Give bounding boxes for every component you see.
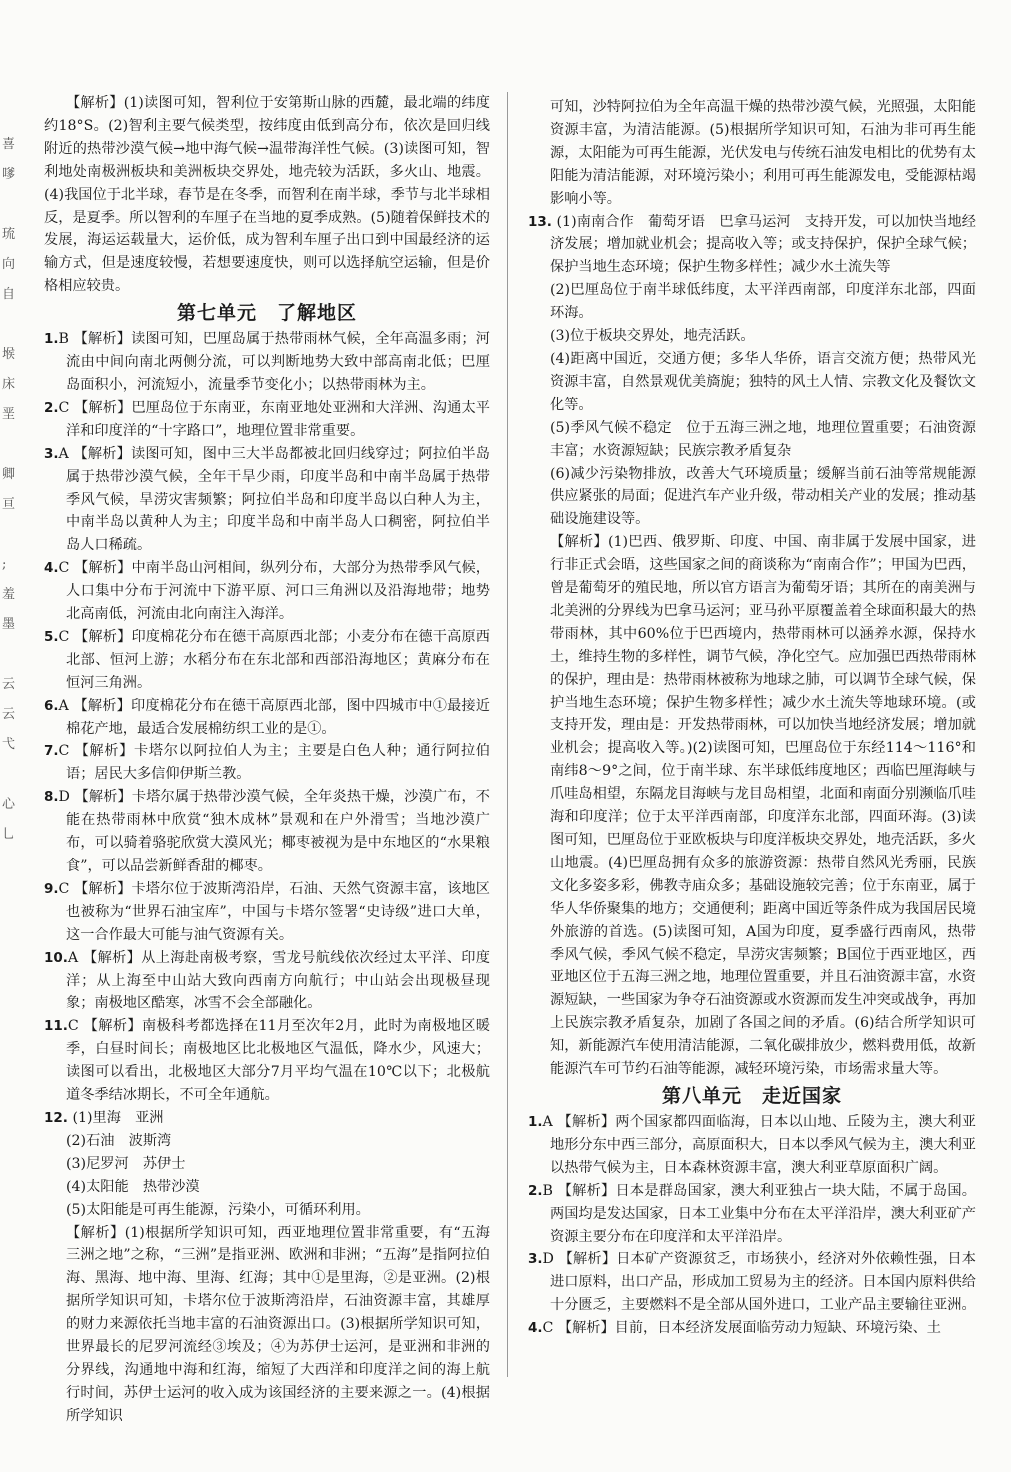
right-column [528, 96, 976, 1340]
left-column [44, 92, 490, 1428]
answer-number: 10. [44, 949, 68, 966]
binding-edge-text [2, 130, 26, 850]
answer-text: D 【解析】日本矿产资源贫乏，市场狭小，经济对外依赖性强，日本进口原料，出口产品，形成加工贸易为主的经济。日本国内原料供给十分匮乏，主要燃料不是全部从国外进口，工业产品主要输往亚洲。 [542, 1251, 976, 1314]
answer-item-13: 13. (1)南南合作 葡萄牙语 巴拿马运河 支持开发，可以加快当地经济发展；增加就业机会；提高收入等；或支持保护，保护全球气候；保护当地生态环境；保护生物多样性；减少水土流失等 [528, 213, 976, 276]
answer-text: A 【解析】读图可知，图中三大半岛都被北回归线穿过；阿拉伯半岛属于热带沙漠气候，全年干旱少雨，印度半岛和中南半岛属于热带季风气候，旱涝灾害频繁；阿拉伯半岛和印度半岛以白种人为主，中南半岛以黄种人为主；印度半岛和中南半岛人口稠密，阿拉伯半岛人口稀疏。 [58, 445, 490, 554]
answer-analysis: 【解析】(1)巴西、俄罗斯、印度、中国、南非属于发展中国家，进行非正式会晤，这些国家之间的商谈称为“南南合作”；甲国为巴西，曾是葡萄牙的殖民地，所以官方语言为葡萄牙语；其所在的南美洲与北美洲的分界线为巴拿马运河；亚马孙平原覆盖着全球面积最大的热带雨林，其中60%位于巴西境内，热带雨林可以涵养水源，保持水土，维持生物的多样性，调节气候，净化空气。应加强巴西热带雨林的保护，理由是：热带雨林被称为地球之肺，可以调节全球气候，保护当地生态环境；保护生物多样性；减少水土流失等地球环境。(或支持开发，理由是：开发热带雨林，可以加快当地经济发展；增加就业机会；提高收入等。)(2)读图可知，巴厘岛位于东经114～116°和南纬8～9°之间，位于南半球、东半球低纬度地区；西临巴厘海峡与爪哇岛相望，东隔龙目海峡与龙目岛相望，北面和南面分别濒临爪哇海和印度洋；位于太平洋西南部，印度洋东北部，四面环海。(3)读图可知，巴厘岛位于亚欧板块与印度洋板块交界处，地壳活跃，多火山地震。(4)巴厘岛拥有众多的旅游资源：热带自然风光秀丽，民族文化多姿多彩，佛教寺庙众多；基础设施较完善；位于东南亚，属于华人华侨聚集的地方；交通便利；距离中国近等条件成为我国居民境外旅游的首选。(5)读图可知，A国为印度，夏季盛行西南风，热带季风气候，季风气候不稳定，旱涝灾害频繁；B国位于西亚地区，西亚地区位于五海三洲之地，地理位置重要，并且石油资源丰富，水资源短缺，一些国家为争夺石油资源或水资源而发生冲突或战争，再加上民族宗教矛盾复杂，加剧了各国之间的矛盾。(6)结合所学知识可知，新能源汽车使用清洁能源，二氧化碳排放少，燃料费用低，故新能源汽车可节约石油等能源，减轻环境污染，市场需求量大等。 [550, 534, 976, 1078]
answer-number: 3. [44, 445, 59, 462]
answer-item [44, 328, 490, 397]
answer-number: 2. [528, 1182, 543, 1199]
answer-item [44, 626, 490, 695]
answer-text: C 【解析】目前，日本经济发展面临劳动力短缺、环境污染、土 [542, 1320, 941, 1337]
answer-line: (5)季风气候不稳定 位于五海三洲之地，地理位置重要；石油资源丰富；水资源短缺；民族宗教矛盾复杂 [550, 419, 976, 459]
answer-line: (6)减少污染物排放，改善大气环境质量；缓解当前石油等常规能源供应紧张的局面；促进汽车产业升级，带动相关产业的发展；推动基础设施建设等。 [550, 465, 976, 528]
edge-char: 墨 [2, 617, 16, 632]
answer-text: D 【解析】卡塔尔属于热带沙漠气候，全年炎热干燥，沙漠广布，不能在热带雨林中欣赏“独木成林”景观和在户外滑雪；当地沙漠广布，可以骑着骆驼欣赏大漠风光；椰枣被视为是中东地区的“水果粮食”，可以品尝新鲜香甜的椰枣。 [58, 789, 490, 874]
answer-number: 12. [44, 1109, 68, 1126]
answer-item [528, 1111, 976, 1180]
edge-char: 心 [2, 797, 16, 812]
answer-item [44, 947, 490, 1016]
answer-line: (2)巴厘岛位于南半球低纬度，太平洋西南部，印度洋东北部，四面环海。 [550, 282, 976, 322]
answer-number: 2. [44, 399, 59, 416]
answer-number: 9. [44, 880, 59, 897]
answer-item [528, 1248, 976, 1317]
answer-number: 4. [44, 560, 59, 577]
answer-text: B 【解析】日本是群岛国家，澳大利亚独占一块大陆，不属于岛国。两国均是发达国家，日本工业集中分布在太平洋沿岸，澳大利亚矿产资源主要分布在印度洋和太平洋沿岸。 [542, 1182, 976, 1245]
answer-text: C 【解析】印度棉花分布在德干高原西北部；小麦分布在德干高原西北部、恒河上游；水稻分布在东北部和西部沿海地区；黄麻分布在恒河三角洲。 [58, 628, 490, 691]
answer-line: (5)太阳能是可再生能源，污染小，可循环利用。 [66, 1201, 370, 1218]
answer-analysis-intro: 【解析】(1)读图可知，智利位于安第斯山脉的西麓，最北端的纬度约18°S。(2)智利主要气候类型，按纬度由低到高分布，依次是回归线附近的热带沙漠气候→地中海气候→温带海洋性气候。(3)读图可知，智利地处南极洲板块和美洲板块交界处，地壳较为活跃，多火山、地震。(4)我国位于北半球，春节是在冬季，而智利在南半球，季节与北半球相反，是夏季。所以智利的车厘子在当地的夏季成熟。(5)随着保鲜技术的发展，海运运载量大，运价低，成为智利车厘子出口到中国最经济的运输方式，但是速度较慢，若想要速度快，则可以选择航空运输，但是价格相应较贵。 [44, 95, 490, 295]
answer-item [528, 1180, 976, 1249]
edge-char [2, 760, 26, 790]
edge-char: 向 [2, 257, 16, 272]
answer-analysis-continued: 可知，沙特阿拉伯为全年高温干燥的热带沙漠气候，光照强，太阳能资源丰富，为清洁能源。(5)根据所学知识可知，石油为非可再生能源，太阳能为可再生能源，光伏发电与传统石油发电相比的优势有太阳能为清洁能源，对环境污染小；利用可再生能源发电，受能源枯竭影响小等。 [550, 99, 976, 207]
answer-item [44, 397, 490, 443]
answer-text: C 【解析】巴厘岛位于东南亚，东南亚地处亚洲和大洋洲、沟通太平洋和印度洋的“十字路口”，地理位置非常重要。 [58, 399, 490, 439]
edge-char: 床 [2, 377, 16, 392]
answer-number: 6. [44, 697, 59, 714]
edge-char: 堠 [2, 347, 16, 362]
answer-item [44, 695, 490, 741]
edge-char: 云 [2, 677, 16, 692]
answer-text: B 【解析】读图可知，巴厘岛属于热带雨林气候，全年高温多雨；河流由中间向南北两侧分流，可以判断地势大致中部高南北低；巴厘岛面积小，河流短小，流量季节变化小；以热带雨林为主。 [58, 331, 490, 393]
answer-line: (3)尼罗河 苏伊士 [66, 1155, 186, 1172]
answer-text: C 【解析】卡塔尔位于波斯湾沿岸，石油、天然气资源丰富，该地区也被称为“世界石油宝库”，中国与卡塔尔签署“史诗级”进口大单，这一合作最大可能与油气资源有关。 [58, 880, 490, 943]
edge-char: 亘 [2, 497, 16, 512]
answer-number: 8. [44, 789, 59, 806]
answer-number: 7. [44, 743, 59, 760]
answer-line: (2)石油 波斯湾 [66, 1132, 172, 1149]
edge-char [2, 430, 26, 460]
answer-text: A 【解析】两个国家都四面临海，日本以山地、丘陵为主，澳大利亚地形分东中西三部分，高原面积大，日本以季风气候为主，澳大利亚以热带气候为主，日本森林资源丰富，澳大利亚草原面积广阔。 [542, 1113, 976, 1176]
answer-list-unit8 [528, 1111, 976, 1340]
edge-char: 垩 [2, 407, 16, 422]
answer-item-12: 12. (1)里海 亚洲 [44, 1109, 164, 1126]
edge-char: 乚 [2, 827, 16, 842]
edge-char: 云 [2, 707, 16, 722]
edge-char [2, 520, 26, 550]
answer-line: (4)太阳能 热带沙漠 [66, 1178, 200, 1195]
answer-text: A 【解析】从上海赴南极考察，雪龙号航线依次经过太平洋、印度洋；从上海至中山站大致向西南方向航行；中山站会出现极昼现象；南极地区酷寒，冰雪不会全部融化。 [66, 949, 490, 1012]
answer-number: 1. [44, 331, 59, 348]
answer-item [44, 1015, 490, 1107]
edge-char: 自 [2, 287, 16, 302]
unit-title-8: 第八单元 走近国家 [661, 1084, 842, 1107]
answer-text: C 【解析】南极科考都选择在11月至次年2月，此时为南极地区暖季，白昼时间长；南极地区比北极地区气温低，降水少，风速大；读图可以看出，北极地区大部分7月平均气温在10℃以下；北极航道冬季结冰期长，不可全年通航。 [66, 1018, 490, 1104]
edge-char: 琉 [2, 227, 16, 242]
answer-line: (4)距离中国近，交通方便；多华人华侨，语言交流方便；热带风光资源丰富，自然景观优美旖旎；独特的风土人情、宗教文化及餐饮文化等。 [550, 350, 976, 413]
answer-number: 11. [44, 1018, 68, 1035]
answer-text: C 【解析】卡塔尔以阿拉伯人为主；主要是白色人种；通行阿拉伯语；居民大多信仰伊斯兰教。 [58, 743, 490, 783]
unit-title-7: 第七单元 了解地区 [176, 302, 357, 325]
answer-number: 3. [528, 1251, 543, 1268]
answer-item [44, 786, 490, 878]
answer-list-unit7 [44, 328, 490, 1107]
edge-char: 喜 [2, 137, 16, 152]
answer-item [44, 878, 490, 947]
answer-number: 4. [528, 1320, 543, 1337]
answer-number: 5. [44, 628, 59, 645]
edge-char: 弋 [2, 737, 16, 752]
answer-number: 1. [528, 1113, 543, 1130]
edge-char [2, 190, 26, 220]
edge-char: ; [2, 557, 7, 572]
edge-char: 卿 [2, 467, 16, 482]
answer-item [44, 740, 490, 786]
answer-text: C 【解析】中南半岛山河相间，纵列分布，大部分为热带季风气候，人口集中分布于河流中下游平原、河口三角洲以及沿海地带；地势北高南低，河流由北向南注入海洋。 [58, 560, 490, 623]
edge-char: 羞 [2, 587, 16, 602]
answer-item [44, 443, 490, 558]
edge-char [2, 310, 26, 340]
edge-char: 嗲 [2, 167, 16, 182]
answer-item [528, 1317, 976, 1340]
answer-text: A 【解析】印度棉花分布在德干高原西北部，图中四城市中①最接近棉花产地，最适合发展棉纺织工业的是①。 [58, 697, 490, 737]
answer-item [44, 557, 490, 626]
answer-analysis: 【解析】(1)根据所学知识可知，西亚地理位置非常重要，有“五海三洲之地”之称，“三洲”是指亚洲、欧洲和非洲；“五海”是指阿拉伯海、黑海、地中海、里海、红海；其中①是里海，②是亚洲。(2)根据所学知识可知，卡塔尔位于波斯湾沿岸，石油资源丰富，其雄厚的财力来源依托当地丰富的石油资源出口。(3)根据所学知识可知，世界最长的尼罗河流经③埃及；④为苏伊士运河，是亚洲和非洲的分界线，沟通地中海和红海，缩短了大西洋和印度洋之间的海上航行时间，苏伊士运河的收入成为该国经济的主要来源之一。(4)根据所学知识 [66, 1224, 490, 1424]
column-divider [507, 92, 508, 1377]
edge-char [2, 640, 26, 670]
answer-number: 13. [528, 213, 552, 230]
answer-line: (3)位于板块交界处，地壳活跃。 [550, 328, 755, 345]
